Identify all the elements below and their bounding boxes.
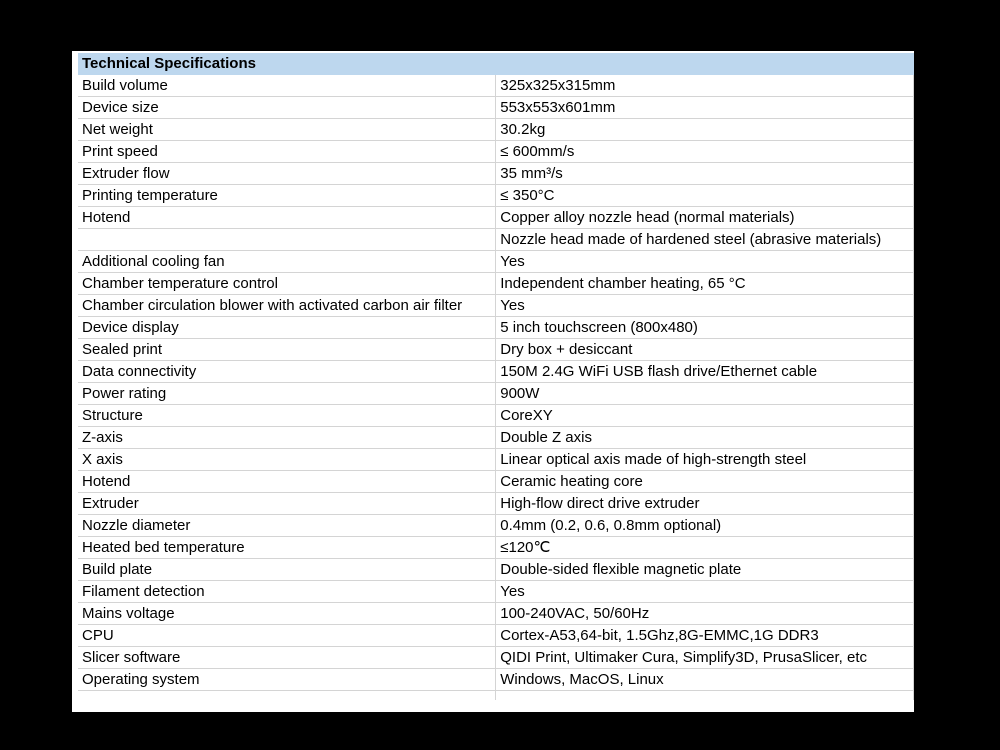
spec-value-cell: Double-sided flexible magnetic plate	[496, 559, 914, 581]
spec-label-cell: Print speed	[78, 141, 496, 163]
spec-label-cell: Filament detection	[78, 581, 496, 603]
spec-table	[78, 53, 914, 700]
spec-value-cell: 30.2kg	[496, 119, 914, 141]
spec-value-cell: Windows, MacOS, Linux	[496, 669, 914, 691]
spec-value-cell: Yes	[496, 251, 914, 273]
table-row	[78, 427, 914, 449]
spec-value-cell: 553x553x601mm	[496, 97, 914, 119]
table-row	[78, 163, 914, 185]
table-row	[78, 559, 914, 581]
spec-label-cell: Operating system	[78, 669, 496, 691]
spec-label-cell: X axis	[78, 449, 496, 471]
spec-value-cell: Yes	[496, 581, 914, 603]
empty-cell	[496, 691, 914, 701]
empty-row	[78, 691, 914, 701]
table-row	[78, 669, 914, 691]
spec-value-cell: ≤ 600mm/s	[496, 141, 914, 163]
table-row	[78, 251, 914, 273]
spec-value-cell: 325x325x315mm	[496, 75, 914, 97]
spec-value-cell: High-flow direct drive extruder	[496, 493, 914, 515]
spec-value-cell: ≤ 350°C	[496, 185, 914, 207]
table-row	[78, 361, 914, 383]
spec-label-cell: Sealed print	[78, 339, 496, 361]
table-row	[78, 515, 914, 537]
spec-value-cell: 100-240VAC, 50/60Hz	[496, 603, 914, 625]
table-row	[78, 97, 914, 119]
table-row	[78, 75, 914, 97]
spec-sheet	[72, 51, 914, 712]
spec-value-cell: 0.4mm (0.2, 0.6, 0.8mm optional)	[496, 515, 914, 537]
table-row	[78, 273, 914, 295]
spec-value-cell: CoreXY	[496, 405, 914, 427]
table-row	[78, 449, 914, 471]
table-row	[78, 603, 914, 625]
spec-label-cell: Nozzle diameter	[78, 515, 496, 537]
spec-label-cell: Hotend	[78, 471, 496, 493]
spec-value-cell: Yes	[496, 295, 914, 317]
spec-label-cell: Device display	[78, 317, 496, 339]
table-row	[78, 647, 914, 669]
table-row	[78, 119, 914, 141]
table-row	[78, 581, 914, 603]
spec-label-cell: CPU	[78, 625, 496, 647]
spec-label-cell: Extruder	[78, 493, 496, 515]
spec-value-cell: 5 inch touchscreen (800x480)	[496, 317, 914, 339]
spec-label-cell: Chamber circulation blower with activated carbon air filter	[78, 295, 496, 317]
table-row	[78, 185, 914, 207]
table-row	[78, 295, 914, 317]
spec-label-cell: Hotend	[78, 207, 496, 229]
spec-value-cell: 150M 2.4G WiFi USB flash drive/Ethernet cable	[496, 361, 914, 383]
spec-label-cell: Z-axis	[78, 427, 496, 449]
spec-label-cell: Mains voltage	[78, 603, 496, 625]
table-row	[78, 493, 914, 515]
spec-label-cell: Power rating	[78, 383, 496, 405]
spec-label-cell: Build volume	[78, 75, 496, 97]
table-header-row	[78, 53, 914, 75]
spec-label-cell: Printing temperature	[78, 185, 496, 207]
table-row	[78, 207, 914, 229]
spec-value-cell: 35 mm³/s	[496, 163, 914, 185]
spec-value-cell: Linear optical axis made of high-strength steel	[496, 449, 914, 471]
spec-label-cell	[78, 229, 496, 251]
spec-label-cell: Net weight	[78, 119, 496, 141]
table-row	[78, 625, 914, 647]
spec-label-cell: Build plate	[78, 559, 496, 581]
spec-label-cell: Heated bed temperature	[78, 537, 496, 559]
table-row	[78, 405, 914, 427]
spec-value-cell: Dry box + desiccant	[496, 339, 914, 361]
table-title: Technical Specifications	[78, 53, 914, 75]
spec-value-cell: Double Z axis	[496, 427, 914, 449]
spec-label-cell: Data connectivity	[78, 361, 496, 383]
spec-value-cell: 900W	[496, 383, 914, 405]
table-row	[78, 537, 914, 559]
table-row	[78, 141, 914, 163]
spec-value-cell: Cortex-A53,64-bit, 1.5Ghz,8G-EMMC,1G DDR3	[496, 625, 914, 647]
spec-label-cell: Structure	[78, 405, 496, 427]
spec-value-cell: Copper alloy nozzle head (normal materials)	[496, 207, 914, 229]
spec-label-cell: Additional cooling fan	[78, 251, 496, 273]
table-row	[78, 471, 914, 493]
spec-value-cell: QIDI Print, Ultimaker Cura, Simplify3D, PrusaSlicer, etc	[496, 647, 914, 669]
spec-value-cell: Ceramic heating core	[496, 471, 914, 493]
spec-value-cell: Nozzle head made of hardened steel (abrasive materials)	[496, 229, 914, 251]
spec-value-cell: ≤120℃	[496, 537, 914, 559]
table-row	[78, 229, 914, 251]
spec-value-cell: Independent chamber heating, 65 °C	[496, 273, 914, 295]
spec-label-cell: Extruder flow	[78, 163, 496, 185]
spec-label-cell: Slicer software	[78, 647, 496, 669]
empty-cell	[78, 691, 496, 701]
table-row	[78, 383, 914, 405]
spec-label-cell: Chamber temperature control	[78, 273, 496, 295]
spec-label-cell: Device size	[78, 97, 496, 119]
table-row	[78, 339, 914, 361]
table-row	[78, 317, 914, 339]
